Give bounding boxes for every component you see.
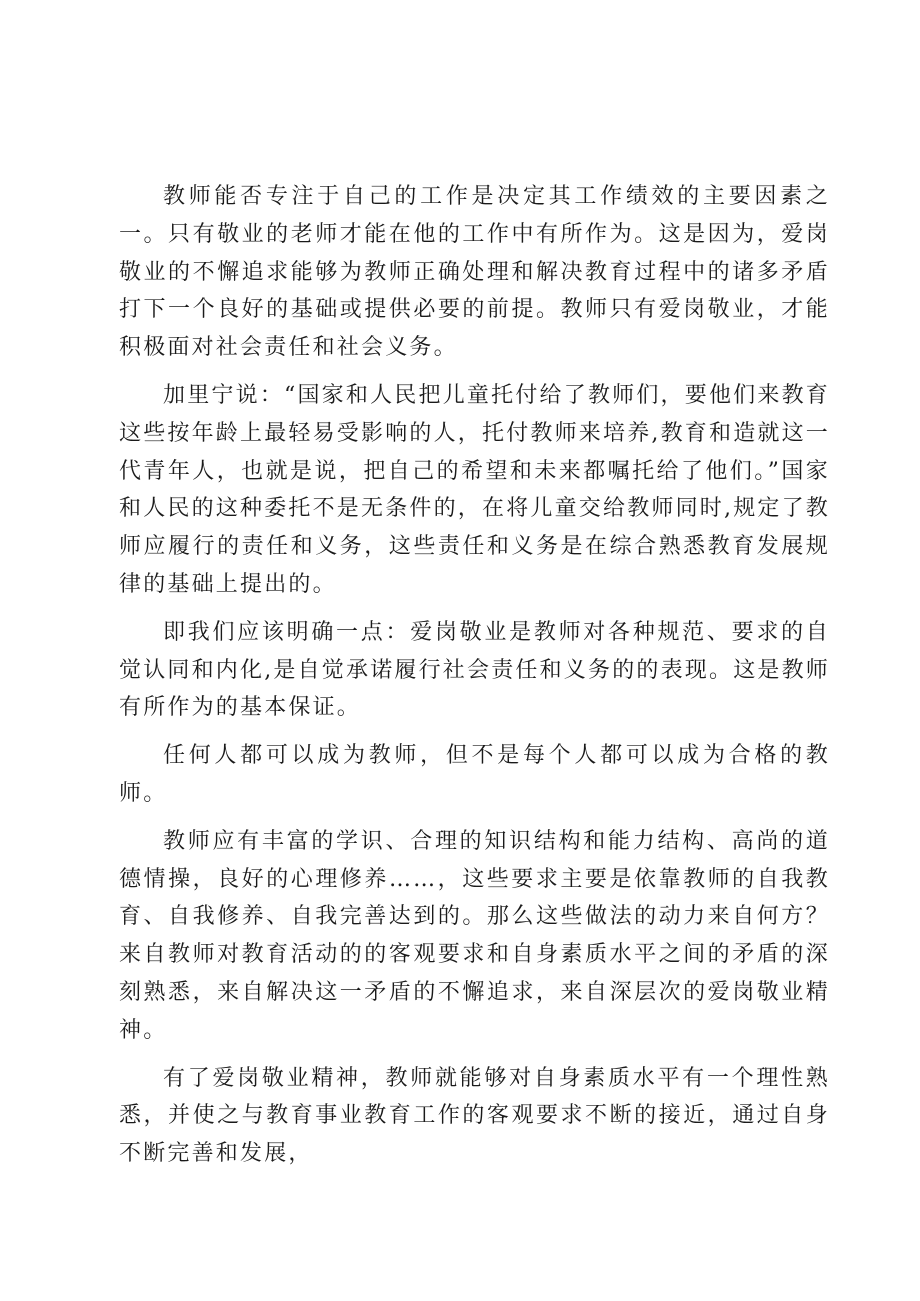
- paragraph-3: 即我们应该明确一点：爱岗敬业是教师对各种规范、要求的自觉认同和内化,是自觉承诺履行社会责任和义务的的表现。这是教师有所作为的基本保证。: [119, 619, 830, 721]
- paragraph-5: 教师应有丰富的学识、合理的知识结构和能力结构、高尚的道德情操，良好的心理修养……，这些要求主要是依靠教师的自我教育、自我修养、自我完善达到的。那么这些做法的动力来自何方？来自教师对教育活动的的客观要求和自身素质水平之间的矛盾的深刻熟悉，来自解决这一矛盾的不懈追求，来自深层次的爱岗敬业精神。: [119, 828, 830, 1043]
- paragraph-2: 加里宁说：“国家和人民把儿童托付给了教师们，要他们来教育这些按年龄上最轻易受影响的人，托付教师来培养,教育和造就这一代青年人，也就是说，把自己的希望和未来都嘱托给了他们。”国家和人民的这种委托不是无条件的，在将儿童交给教师同时,规定了教师应履行的责任和义务，这些责任和义务是在综合熟悉教育发展规律的基础上提出的。: [119, 382, 830, 597]
- document-body: [119, 178, 830, 1183]
- paragraph-4: 任何人都可以成为教师，但不是每个人都可以成为合格的教师。: [119, 743, 830, 806]
- paragraph-6: 有了爱岗敬业精神，教师就能够对自身素质水平有一个理性熟悉，并使之与教育事业教育工作的客观要求不断的接近，通过自身不断完善和发展，: [119, 1065, 830, 1167]
- paragraph-1: 教师能否专注于自己的工作是决定其工作绩效的主要因素之一。只有敬业的老师才能在他的工作中有所作为。这是因为，爱岗敬业的不懈追求能够为教师正确处理和解决教育过程中的诸多矛盾打下一个良好的基础或提供必要的前提。教师只有爱岗敬业，才能积极面对社会责任和社会义务。: [119, 184, 830, 361]
